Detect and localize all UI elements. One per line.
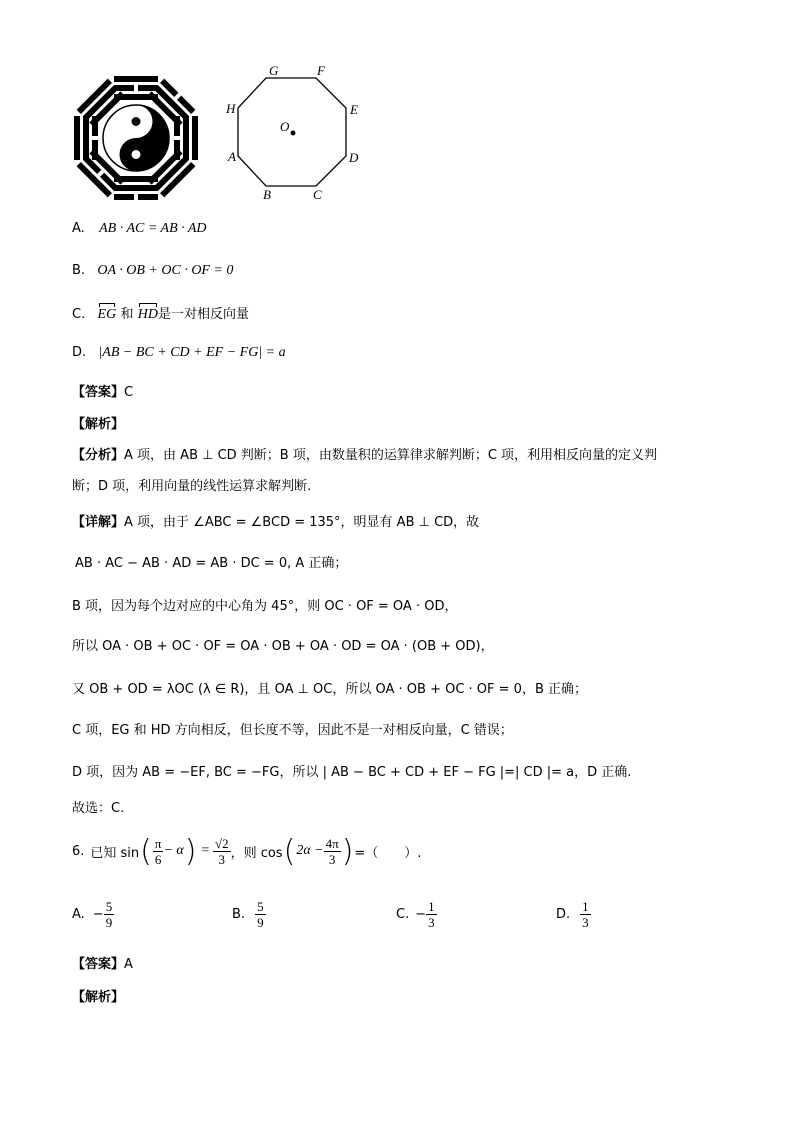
option-letter: C. — [396, 906, 410, 922]
option-tail: 是一对相反向量 — [158, 307, 250, 322]
fraction-pi-6: $\frac{\pi}{6}$ — [154, 835, 162, 867]
fenxi-line-1 — [72, 444, 657, 463]
arg-tail: − α — [163, 843, 184, 858]
octagon-figure — [222, 62, 370, 206]
solution-line-c: C 项，EG 和 HD 方向相反，但长度不等，因此不是一对相反向量，C 错误； — [72, 723, 513, 738]
bagua-figure — [70, 72, 202, 204]
label-D: D — [349, 150, 359, 165]
solution-line-b1: B 项，因为每个边对应的中心角为 45°，则 OC · OF = OA · OD， — [72, 599, 458, 614]
fenxi-line-2: 断；D 项，利用向量的线性运算求解判断. — [72, 479, 312, 494]
label-C: C — [313, 187, 322, 202]
fenxi-label: 【分析】 — [72, 448, 125, 463]
label-E: E — [350, 102, 358, 117]
option-letter: B. — [232, 906, 246, 922]
analysis-5-label: 【解析】 — [72, 417, 125, 432]
answer-value: A — [124, 957, 133, 972]
question-text: 已知 sin — [90, 845, 140, 861]
label-G: G — [269, 63, 279, 78]
option-fraction: $\frac{1}{3}$ — [582, 898, 589, 930]
option-6b — [232, 896, 266, 932]
answer-5 — [72, 381, 133, 400]
xiangjie-text: A 项，由于 ∠ABC = ∠BCD = 135°，明显有 AB ⊥ CD，故 — [124, 515, 480, 530]
question-text-3: =（ ）. — [354, 845, 422, 861]
fenxi-text: A 项，由 AB ⊥ CD 判断；B 项，由数量积的运算律求解判断；C 项，利用相反向量的定义判 — [124, 448, 658, 463]
option-expr: |AB − BC + CD + EF − FG| = a — [98, 345, 286, 360]
xiangjie-label: 【详解】 — [72, 515, 125, 530]
option-letter: B. — [72, 263, 86, 278]
label-A: A — [228, 149, 236, 164]
vector-HD: HD — [137, 307, 159, 322]
option-letter: A. — [72, 906, 85, 922]
conclusion-5: 故选：C. — [72, 801, 125, 816]
answer-label: 【答案】 — [72, 385, 125, 400]
option-letter: D. — [556, 906, 571, 922]
solution-line-b3: 又 OB + OD = λOC (λ ∈ R)，且 OA ⊥ OC，所以 OA · OB + OC · OF = 0，B 正确； — [72, 682, 587, 697]
option-fraction: $\frac{5}{9}$ — [257, 898, 264, 930]
option-letter: D. — [72, 345, 87, 360]
option-sign: − — [92, 906, 104, 922]
option-letter: C. — [72, 307, 86, 322]
question-number: 6. — [72, 843, 85, 859]
option-5d — [72, 344, 286, 361]
xiangjie-line — [72, 511, 479, 530]
option-fraction: $\frac{5}{9}$ — [105, 898, 113, 930]
option-expr: AB · AC = AB · AD — [99, 221, 207, 236]
vector-EG: EG — [97, 307, 117, 322]
option-fraction: $\frac{1}{3}$ — [428, 898, 435, 930]
text-he: 和 — [120, 307, 134, 322]
label-H: H — [226, 101, 236, 116]
question-text-2: ，则 cos — [230, 845, 283, 861]
label-B: B — [263, 187, 271, 202]
option-6a — [72, 896, 114, 932]
option-letter: A. — [72, 221, 85, 236]
option-5a — [72, 220, 207, 237]
question-6: 6. 已知 sin ( $\frac{\pi}{6}$ − α ) = $\frac{√2}{3}$ ，则 cos ( 2α − $\frac{4\pi}{3}$ ) =（ ）. — [72, 833, 422, 869]
label-O: O — [280, 119, 290, 134]
answer-6 — [72, 953, 133, 972]
label-F: F — [317, 63, 325, 78]
solution-line-a2: AB · AC − AB · AD = AB · DC = 0, A 正确； — [75, 556, 348, 571]
solution-line-d: D 项，因为 AB = −EF, BC = −FG，所以 | AB − BC + CD + EF − FG |=| CD |= a，D 正确. — [72, 765, 632, 780]
solution-line-b2: 所以 OA · OB + OC · OF = OA · OB + OA · OD = OA · (OB + OD)， — [72, 639, 494, 654]
option-5c — [72, 303, 249, 323]
fraction-sqrt2-3: $\frac{√2}{3}$ — [214, 835, 229, 867]
option-6d — [556, 896, 591, 932]
answer-label: 【答案】 — [72, 957, 125, 972]
option-sign: − — [415, 906, 427, 922]
option-5b — [72, 262, 233, 279]
answer-value: C — [124, 385, 134, 400]
option-6c — [396, 896, 437, 932]
analysis-6-label: 【解析】 — [72, 990, 125, 1005]
arg2-head: 2α − — [296, 843, 324, 858]
fraction-4pi-3: $\frac{4\pi}{3}$ — [325, 835, 339, 867]
option-expr: OA · OB + OC · OF = 0 — [97, 263, 234, 278]
